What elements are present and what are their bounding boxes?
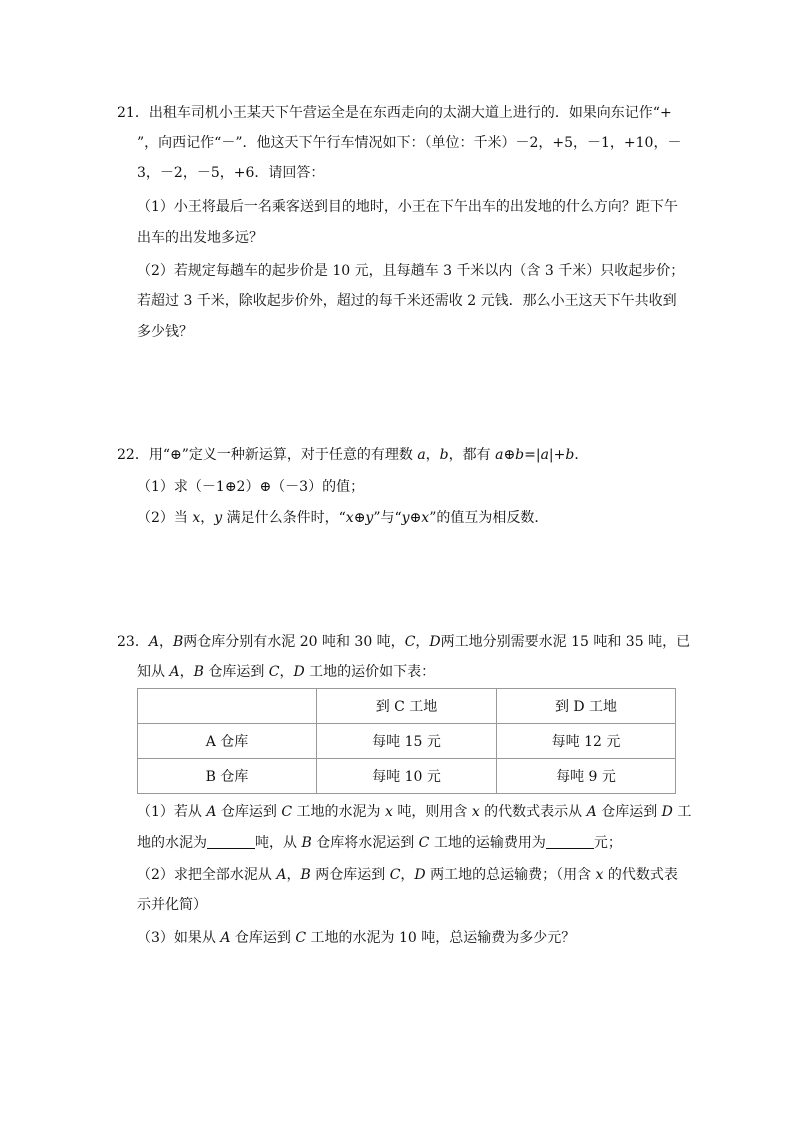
q21-part2-line-3: 多少钱？ [137,324,193,340]
q21-stem-line-3: 3，－2，－5，+6．请回答： [137,165,325,181]
q22-part1: （1）求（－1⊕2）⊕（－3）的值； [137,479,365,495]
answer-blank[interactable] [546,834,594,849]
q22-part2: （2）当 x，y 满足什么条件时，“x⊕y”与“y⊕x”的值互为相反数． [137,510,549,526]
q21-part2-line-1: （2）若规定每趟车的起步价是 10 元，且每趟车 3 千米以内（含 3 千米）只收起步价； [137,263,685,279]
table-row [138,724,676,759]
freight-rate-table [137,688,676,794]
table-cell: 每吨 15 元 [317,724,497,759]
table-cell: 到 C 工地 [317,689,497,724]
table-cell: 每吨 9 元 [497,759,676,794]
table-header-row [138,689,676,724]
q23-part1-line-2: 地的水泥为 吨，从 B 仓库将水泥运到 C 工地的运输费用为 元； [137,835,622,851]
table-cell: 每吨 12 元 [497,724,676,759]
q23-stem-line-2: 知从 A，B 仓库运到 C，D 工地的运价如下表： [137,664,436,680]
q21-part1-line-1: （1）小王将最后一名乘客送到目的地时，小王在下午出车的出发地的什么方向？距下午 [137,199,678,215]
table-cell: B 仓库 [138,759,317,794]
q22-stem: 22．用“⊕”定义一种新运算，对于任意的有理数 a，b，都有 a⊕b=|a|+b． [117,447,589,463]
table-cell: A 仓库 [138,724,317,759]
q21-stem-line-1: 21．出租车司机小王某天下午营运全是在东西走向的太湖大道上进行的．如果向东记作“+ [117,105,672,121]
table-cell: 到 D 工地 [497,689,676,724]
q23-part2-line-1: （2）求把全部水泥从 A，B 两仓库运到 C，D 两工地的总运输费；（用含 x 的代数式表 [137,867,678,883]
q21-stem-line-2: ”，向西记作“－”．他这天下午行车情况如下：（单位：千米）－2，+5，－1，+10，－ [137,135,682,151]
table-cell: 每吨 10 元 [317,759,497,794]
q21-part1-line-2: 出车的出发地多远？ [137,230,263,246]
q23-stem-line-1: 23．A，B两仓库分别有水泥 20 吨和 30 吨，C，D两工地分别需要水泥 15 吨和 35 吨，已 [117,634,691,650]
table-row [138,759,676,794]
q21-part2-line-2: 若超过 3 千米，除收起步价外，超过的每千米还需收 2 元钱．那么小王这天下午共收到 [137,293,677,309]
q23-part1-line-1: （1）若从 A 仓库运到 C 工地的水泥为 x 吨，则用含 x 的代数式表示从 A 仓库运到 D 工 [137,804,692,820]
answer-blank[interactable] [207,834,255,849]
q23-part3: （3）如果从 A 仓库运到 C 工地的水泥为 10 吨，总运输费为多少元？ [137,930,576,946]
table-cell [138,689,317,724]
q22-formula: a⊕b=|a|+b [495,447,575,463]
q23-part2-line-2: 示并化简） [137,897,207,913]
